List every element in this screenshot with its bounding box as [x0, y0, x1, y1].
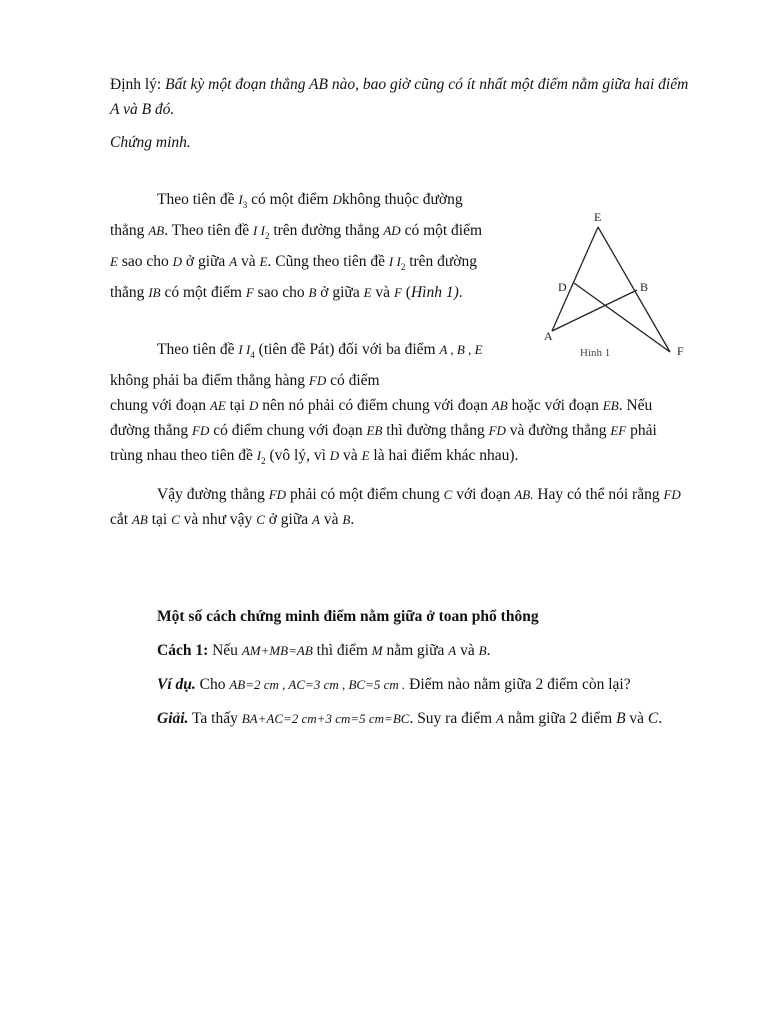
figure-1-diagram: [540, 205, 700, 365]
text-run: với đoạn: [452, 486, 515, 504]
math-symbol: AB: [491, 398, 508, 414]
point-label-b: B: [640, 280, 649, 294]
paragraph-2: [110, 337, 488, 393]
text-run: Theo tiên đề: [157, 341, 239, 359]
segment-df: [574, 283, 670, 352]
math-subscript: 2: [264, 231, 270, 242]
section-title-text: Một số cách chứng minh điểm nằm giữa ở toan phổ thông: [157, 608, 539, 626]
text-run: trên đường thẳng: [110, 253, 478, 302]
math-symbol: A: [229, 254, 238, 270]
text-run: . Cũng theo tiên đề: [267, 253, 389, 271]
text-run: có một điểm: [160, 284, 246, 302]
text-run: Theo tiên đề: [157, 191, 239, 208]
math-symbol: F: [393, 285, 402, 301]
text-run: và đường thẳng: [505, 422, 611, 440]
theorem-label: Định lý:: [110, 76, 166, 93]
text-run: ở giữa: [316, 284, 364, 302]
text-run: và: [237, 253, 260, 271]
math-symbol: EF: [610, 423, 627, 439]
point-label-a: A: [544, 329, 553, 343]
text-run: tại: [225, 397, 250, 415]
math-subscript: 2: [261, 456, 266, 467]
math-symbol: FD: [308, 373, 327, 389]
math-symbol: I I: [238, 342, 251, 358]
math-symbol: A: [495, 711, 504, 727]
math-symbol: FD: [268, 487, 287, 503]
math-symbol: E: [361, 448, 370, 464]
text-run: (tiên đề Pát) đối với ba điểm: [254, 341, 440, 359]
bold-italic-label: Giải.: [157, 710, 189, 728]
text-run: cắt: [110, 511, 132, 529]
text-run: và: [371, 284, 394, 302]
text-run: (: [401, 284, 411, 302]
math-symbol: AD: [383, 223, 401, 239]
math-subscript: 4: [250, 350, 255, 361]
text-run: có một điểm: [400, 222, 483, 240]
text-run: có điểm chung với đoạn: [209, 422, 367, 440]
text-run: và: [625, 710, 648, 728]
text-run: và: [339, 447, 362, 465]
text-run: Điểm nào nằm giữa 2 điểm còn lại?: [405, 676, 631, 694]
text-run: Nếu: [208, 642, 242, 660]
text-run: Hay có thể nói rằng: [533, 486, 664, 504]
text-run: hoặc với đoạn: [507, 397, 603, 415]
text-run: phải có một điểm chung: [286, 486, 444, 504]
math-symbol: FD: [192, 423, 210, 439]
text-run: nằm giữa: [382, 642, 449, 660]
theorem-statement: Bất kỳ một đoạn thẳng AB nào, bao giờ cũng có ít nhất một điểm nằm giữa hai điểm A và B đó.: [110, 76, 689, 118]
math-symbol: I I: [253, 223, 265, 239]
text-run: .: [486, 642, 491, 660]
math-symbol: BA+AC=2 cm+3 cm=5 cm=BC: [241, 711, 410, 727]
text-run: Cho: [195, 676, 230, 694]
text-run: thì điểm: [312, 642, 372, 660]
text-run: sao cho: [253, 284, 309, 302]
text-run: tại: [147, 511, 172, 529]
math-symbol: M: [371, 643, 383, 659]
bold-label: Cách 1:: [157, 642, 209, 660]
text-run: và: [456, 642, 479, 660]
math-subscript: 3: [242, 200, 248, 211]
math-symbol: E: [363, 285, 372, 301]
method-1: [110, 638, 690, 663]
math-symbol: A , B , E: [439, 342, 483, 358]
text-run: có điểm: [326, 372, 380, 390]
paragraph-1: [110, 187, 488, 305]
segment-ae: [552, 227, 598, 331]
math-symbol: I I: [388, 254, 401, 270]
math-symbol: EB: [602, 398, 619, 414]
math-symbol: AB: [148, 223, 165, 239]
text-run: thì đường thẳng: [382, 422, 489, 440]
math-symbol: D: [172, 254, 183, 270]
text-run: không phải ba điểm thẳng hàng: [110, 372, 309, 390]
math-symbol: D: [332, 192, 342, 207]
math-symbol: E: [110, 254, 118, 270]
math-symbol: AB: [131, 512, 148, 528]
text-run: nên nó phải có điểm chung với đoạn: [258, 397, 492, 415]
italic-text: B: [616, 710, 626, 728]
point-label-f: F: [677, 344, 684, 358]
paragraph-3: [110, 482, 690, 532]
text-run: . Theo tiên đề: [164, 222, 254, 240]
text-run: và như vậy: [179, 511, 257, 529]
paragraph-2-continued: [110, 393, 690, 474]
math-symbol: C: [256, 512, 265, 528]
italic-text: C: [647, 710, 659, 728]
text-run: . Suy ra điểm: [409, 710, 496, 728]
solution: [110, 706, 690, 731]
text-run: Ta thấy: [188, 710, 242, 728]
proof-heading: Chứng minh.: [110, 134, 191, 151]
math-symbol: A: [312, 512, 320, 528]
segment-ab: [552, 290, 637, 331]
document-page: [110, 72, 690, 731]
text-run: chung với đoạn: [110, 397, 210, 415]
math-symbol: C: [443, 487, 453, 503]
text-run: (vô lý, vì: [265, 447, 330, 465]
math-symbol: EB: [366, 423, 383, 439]
math-symbol: A: [448, 643, 457, 659]
point-label-e: E: [594, 210, 602, 224]
math-symbol: AM+MB=AB: [241, 643, 313, 659]
text-run: ở giữa: [264, 511, 313, 529]
text-run: ở giữa: [182, 253, 230, 271]
math-symbol: C: [171, 512, 180, 528]
section-title: [110, 604, 690, 629]
text-run: Vậy đường thẳng: [157, 486, 269, 504]
text-run: nằm giữa 2 điểm: [503, 710, 617, 728]
math-symbol: I: [256, 448, 262, 464]
text-run: có một điểm: [247, 191, 333, 208]
text-run: .: [350, 511, 355, 529]
math-symbol: FD: [488, 423, 506, 439]
math-subscript: 2: [400, 262, 406, 273]
math-symbol: F: [245, 285, 254, 301]
math-symbol: D: [329, 448, 340, 464]
math-symbol: B: [478, 643, 487, 659]
math-symbol: FD: [663, 487, 681, 503]
text-run: .: [458, 284, 463, 302]
figure-caption: Hình 1: [580, 347, 611, 359]
segment-ef: [598, 227, 670, 352]
text-run: và: [319, 511, 343, 529]
math-symbol: B: [342, 512, 351, 528]
point-label-d: D: [558, 280, 567, 294]
math-symbol: I: [238, 192, 243, 207]
text-run: không thuộc đường thẳng: [110, 191, 463, 240]
math-symbol: AE: [209, 398, 226, 414]
text-run: là hai điểm khác nhau).: [369, 447, 519, 465]
text-run: sao cho: [117, 253, 173, 271]
math-symbol: IB: [148, 285, 161, 301]
italic-text: Hình 1): [410, 284, 459, 302]
example: [110, 672, 690, 697]
math-symbol: AB=2 cm , AC=3 cm , BC=5 cm .: [229, 677, 406, 693]
text-run: . Nếu đường thẳng: [110, 397, 653, 440]
math-symbol: B: [308, 285, 317, 301]
text-run: .: [658, 710, 663, 728]
bold-italic-label: Ví dụ.: [157, 676, 196, 694]
math-symbol: E: [259, 254, 268, 270]
text-run: trên đường thẳng: [269, 222, 384, 240]
text-run: phải trùng nhau theo tiên đề: [110, 422, 657, 465]
math-symbol: D: [249, 398, 259, 414]
theorem: [110, 72, 690, 122]
math-symbol: AB.: [514, 487, 534, 503]
